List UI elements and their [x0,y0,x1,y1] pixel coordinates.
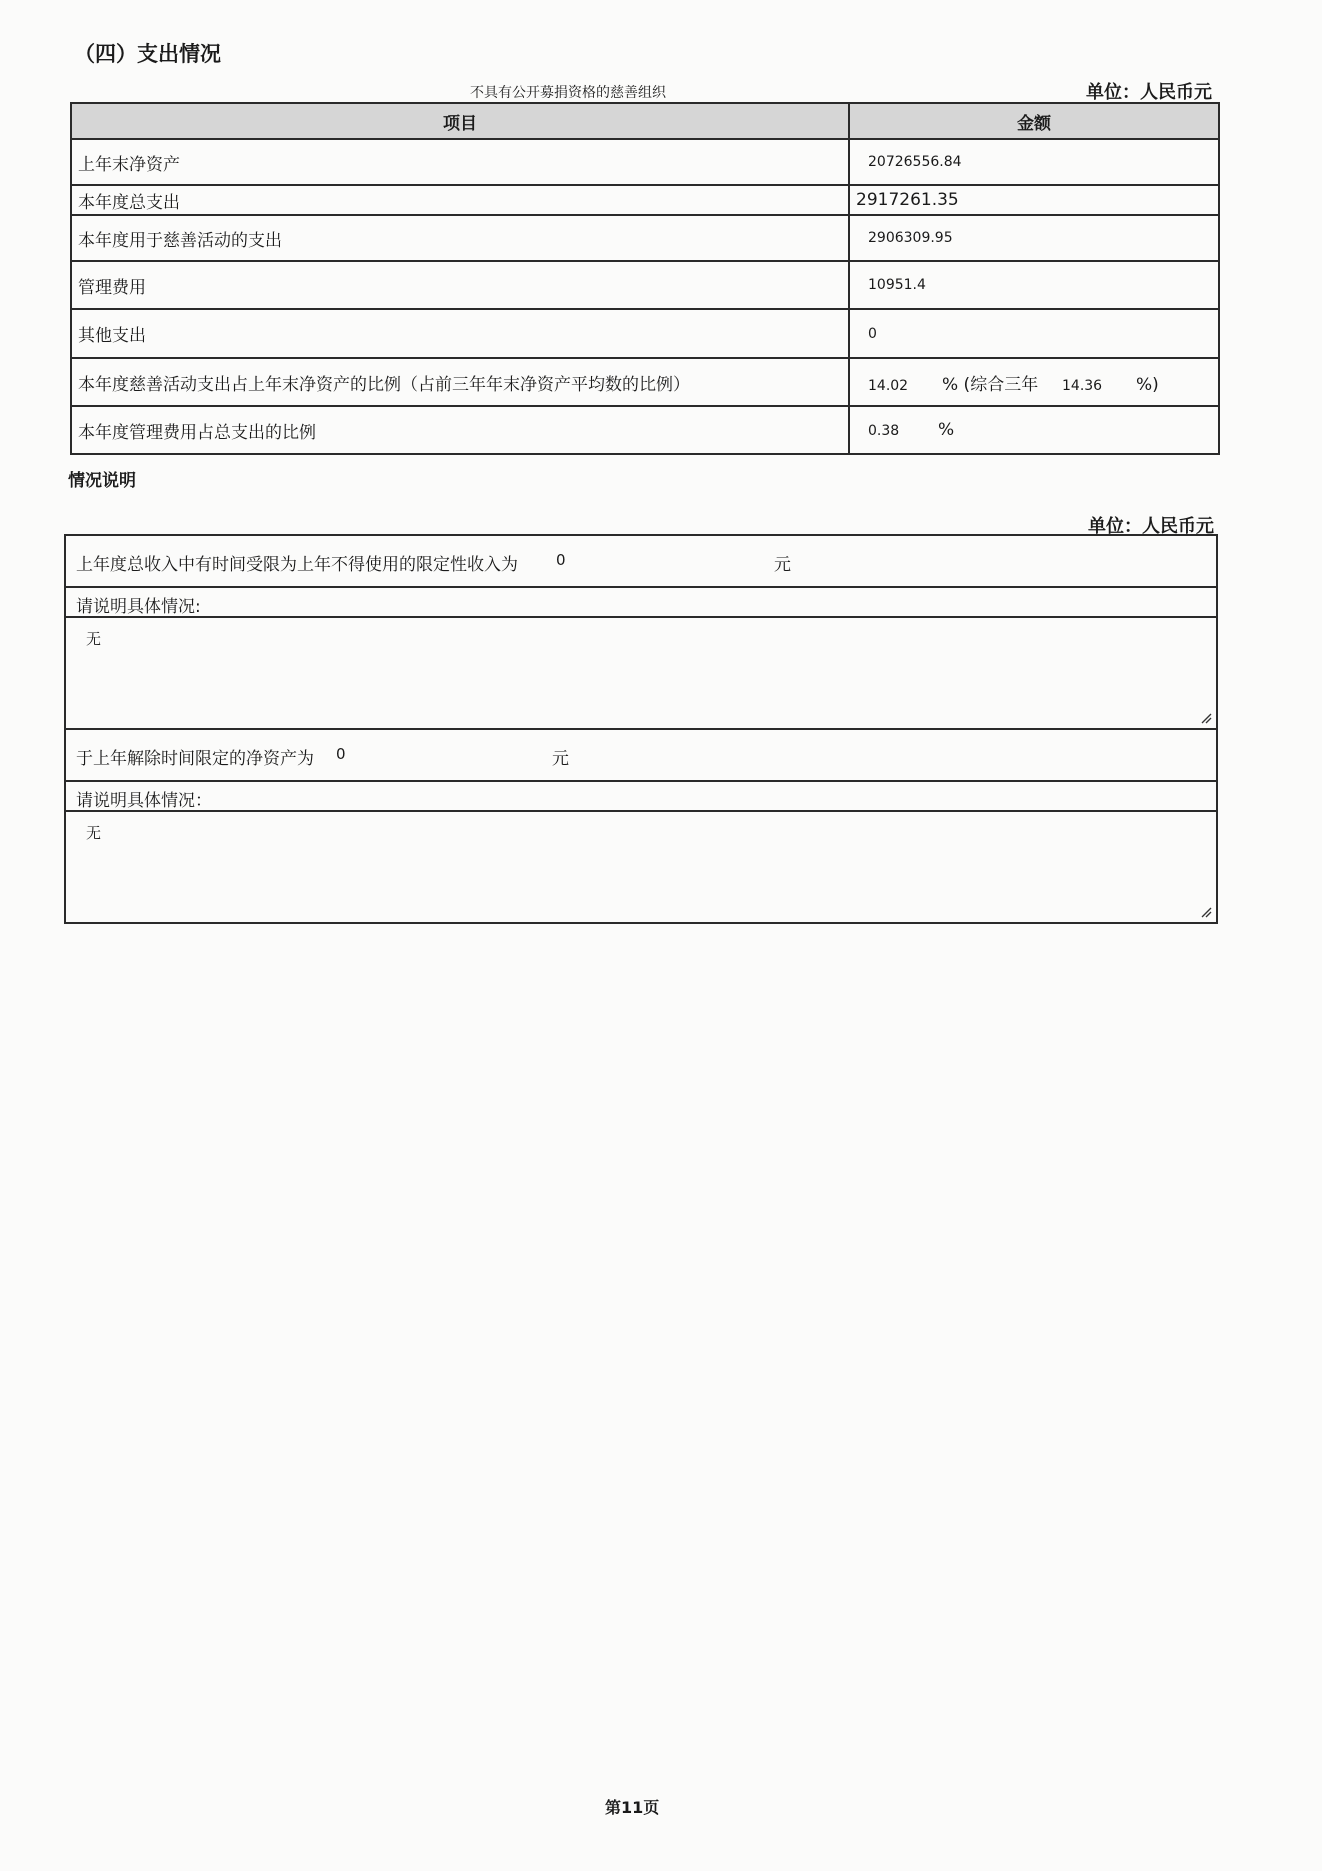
mgmt-ratio-pct: % [938,420,955,440]
ratio-row [71,358,1219,406]
released-assets-box [64,728,1218,924]
row-item: 本年度用于慈善活动的支出 [71,215,849,261]
header-item: 项目 [71,103,849,139]
mgmt-ratio-row [71,406,1219,454]
expenditure-table [70,102,1220,455]
row-amount: 0 [849,309,1219,358]
row-amount: 10951.4 [849,261,1219,309]
explain-textarea-1[interactable]: 无 [86,630,102,648]
ratio-value: 14.02 [868,377,909,394]
row-item: 本年度总支出 [71,185,849,215]
page-number: 第11页 [605,1798,660,1817]
row-item: 其他支出 [71,309,849,358]
mgmt-ratio-amount [849,406,1219,454]
explain-label-2: 请说明具体情况： [76,791,212,811]
explain-label-1: 请说明具体情况: [76,597,201,617]
released-assets-label: 于上年解除时间限定的净资产为 [76,749,314,769]
ratio-pct-open: % (综合三年 [942,374,1039,395]
released-assets-value[interactable]: 0 [336,745,346,763]
header-amount: 金额 [849,103,1219,139]
table-row [71,215,1219,261]
resize-handle-icon[interactable] [1200,712,1212,724]
table-header-row [71,103,1219,139]
table-row [71,261,1219,309]
resize-handle-icon[interactable] [1200,906,1212,918]
three-year-value: 14.36 [1062,377,1103,394]
ratio-amount [849,358,1219,406]
released-assets-unit: 元 [552,749,569,769]
notes-unit-label: 单位：人民币元 [1088,516,1214,537]
row-amount: 20726556.84 [849,139,1219,185]
table-row [71,185,1219,215]
restricted-income-box [64,534,1218,730]
row-amount: 2917261.35 [849,185,1219,215]
explain-textarea-2[interactable]: 无 [86,824,102,842]
table-row [71,139,1219,185]
table-row [71,309,1219,358]
notes-title: 情况说明 [68,471,136,491]
restricted-income-label: 上年度总收入中有时间受限为上年不得使用的限定性收入为 [76,555,518,575]
ratio-pct-close: %) [1136,374,1159,395]
mgmt-ratio-value: 0.38 [868,423,900,439]
section-title: （四）支出情况 [74,42,221,66]
row-item: 上年末净资产 [71,139,849,185]
restricted-income-unit: 元 [774,555,791,575]
mgmt-ratio-item: 本年度管理费用占总支出的比例 [71,406,849,454]
restricted-income-value[interactable]: 0 [556,551,566,569]
row-item: 管理费用 [71,261,849,309]
table-subtitle: 不具有公开募捐资格的慈善组织 [470,85,666,101]
ratio-item: 本年度慈善活动支出占上年末净资产的比例（占前三年年末净资产平均数的比例） [71,358,849,406]
row-amount: 2906309.95 [849,215,1219,261]
unit-label: 单位：人民币元 [1086,82,1212,103]
